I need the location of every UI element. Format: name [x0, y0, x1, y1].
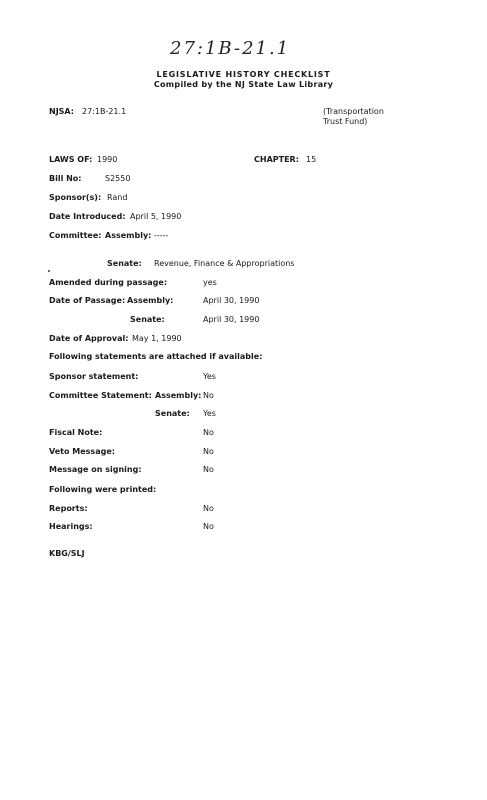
reports-label: Reports:: [49, 504, 88, 513]
sponsor-statement-label: Sponsor statement:: [49, 372, 139, 381]
date-introduced-value: April 5, 1990: [130, 212, 182, 221]
sponsor-statement-value: Yes: [203, 372, 216, 381]
date-introduced-label: Date Introduced:: [49, 212, 126, 221]
chapter-value: 15: [306, 155, 317, 164]
bill-no-label: Bill No:: [49, 174, 82, 183]
committee-statement-assembly-label: Assembly:: [155, 391, 202, 400]
committee-senate-value: Revenue, Finance & Appropriations: [154, 259, 295, 268]
veto-message-value: No: [203, 447, 214, 456]
fiscal-note-value: No: [203, 428, 214, 437]
initials: KBG/SLJ: [49, 549, 85, 558]
message-on-signing-value: No: [203, 465, 214, 474]
date-of-approval-label: Date of Approval:: [49, 334, 129, 343]
sponsor-value: Rand: [107, 193, 128, 202]
committee-statement-assembly-value: No: [203, 391, 214, 400]
laws-of-label: LAWS OF:: [49, 155, 93, 164]
hearings-value: No: [203, 522, 214, 531]
document-subtitle: Compiled by the NJ State Law Library: [153, 80, 334, 89]
passage-assembly-label: Assembly:: [127, 296, 174, 305]
committee-statement-label: Committee Statement:: [49, 391, 152, 400]
committee-statement-senate-value: Yes: [203, 409, 216, 418]
statements-heading: Following statements are attached if available:: [49, 352, 263, 361]
njsa-note-line1: (Transportation: [323, 107, 384, 116]
message-on-signing-label: Message on signing:: [49, 465, 142, 474]
passage-senate-label: Senate:: [130, 315, 165, 324]
document-title: LEGISLATIVE HISTORY CHECKLIST: [156, 70, 331, 79]
passage-senate-value: April 30, 1990: [203, 315, 260, 324]
committee-assembly-label: Assembly:: [105, 231, 152, 240]
njsa-note-line2: Trust Fund): [323, 117, 368, 126]
date-of-approval-value: May 1, 1990: [132, 334, 182, 343]
chapter-label: CHAPTER:: [254, 155, 299, 164]
date-of-passage-label: Date of Passage:: [49, 296, 126, 305]
amended-value: yes: [203, 278, 217, 287]
handwritten-number: 27:1B-21.1: [170, 38, 291, 59]
amended-label: Amended during passage:: [49, 278, 168, 287]
bill-no-value: S2550: [105, 174, 131, 183]
njsa-value: 27:1B-21.1: [82, 107, 127, 116]
scan-speck: [48, 270, 50, 272]
njsa-label: NJSA:: [49, 107, 74, 116]
sponsor-label: Sponsor(s):: [49, 193, 102, 202]
printed-heading: Following were printed:: [49, 485, 157, 494]
committee-statement-senate-label: Senate:: [155, 409, 190, 418]
fiscal-note-label: Fiscal Note:: [49, 428, 103, 437]
committee-label: Committee:: [49, 231, 102, 240]
veto-message-label: Veto Message:: [49, 447, 115, 456]
laws-of-value: 1990: [97, 155, 118, 164]
committee-assembly-value: -----: [154, 231, 169, 240]
reports-value: No: [203, 504, 214, 513]
hearings-label: Hearings:: [49, 522, 93, 531]
passage-assembly-value: April 30, 1990: [203, 296, 260, 305]
committee-senate-label: Senate:: [107, 259, 142, 268]
